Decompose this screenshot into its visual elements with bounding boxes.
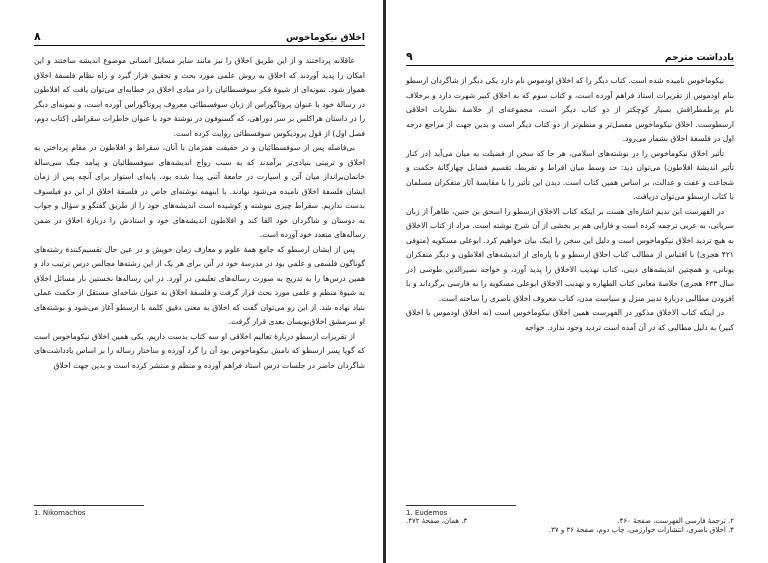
right-running-head xyxy=(406,50,734,66)
footnote-rule xyxy=(406,505,516,506)
paragraph: نیکوماخوس نامیده شده است. کتاب دیگر را که اخلاق اودموس نام دارد یکی دیگر از شاگردان ارسطو بنام اودموس از تقریرات استاد فراهم آورده است، و کتاب سوم که به اخلاق کبیر شهرت دارد و برخلاف نام پرطمطراقش بسیار کوچکتر از دو کتاب دیگر است، مجموعه‌ای از خلاصهٔ نظریات اخلاقی ارسطوست. اخلاق نیکوماخوس مفصل‌تر و منظم‌تر از دو کتاب دیگر است و بدین جهت از مراجع درجه اول در فلسفهٔ اخلاق بشمار می‌رود. xyxy=(406,76,734,143)
footnote: ۲. ترجمهٔ فارسی الفهرست، صفحهٔ ۴۶۰. xyxy=(617,517,734,525)
footnote: ۴. اخلاق ناصری، انتشارات خوارزمی، چاپ دوم، صفحهٔ ۳۶ و ۳۷. xyxy=(548,526,734,534)
right-body-text xyxy=(406,74,734,335)
footnote: 1. Eudemos xyxy=(406,509,448,517)
paragraph: عاقلانه پرداختند و از این طریق اخلاق را نیز مانند سایر مسایل انسانی موضوع اندیشه ساختند و این امکان را پدید آوردند که اخلاق به روش علمی مورد بحث و تحقیق قرار گیرد و راه نظام فلسفهٔ اخلاق هموار شود. نمونه‌ای از شیوهٔ فکر سوفسطائیان را در مبادی اخلاق در خطابه‌ای می‌توان یافت که افلاطون در رسالهٔ خود با عنوان پروتاگوراس از زبان سوفسطائی معروف پروتاگوراس آورده است، و نمونه‌ای دیگر را در داستان هراکلس بر سر دوراهی، که گسنوفون در نوشتهٔ خود با عنوان خاطرات سقراطی (کتاب دوم، فصل اول) از قول پرودیکوس سوفسطائی روایت کرده است. xyxy=(34,56,365,138)
left-running-head xyxy=(34,30,365,46)
paragraph: در اینکه کتاب الاخلاق مذکور در الفهرست همین اخلاق نیکوماخوس است (نه اخلاق اودموس یا اخلاق کبیر) به دلیل مطالبی که در آن آمده است تردید وجود ندارد. خواجه xyxy=(406,308,734,332)
paragraph: از تقریرات ارسطو دربارهٔ تعالیم اخلاقی او سه کتاب بدست داریم. یکی همین اخلاق نیکوماخوس است که گویا پسر ارسطو که نامش نیکوماخوس بود آن را گرد آورده و ساختار رساله را بر اساس یادداشت‌های شاگردان حاضر در جلسات درس استاد فراهم آورده و منظم و منتشر کرده است و بدین جهت اخلاق xyxy=(34,331,365,370)
left-footnotes xyxy=(34,505,365,517)
paragraph: پس از ایشان ارسطو که جامع همهٔ علوم و معارف زمان خویش و در عین حال تقسیم‌کنندهٔ رشته‌های گوناگون فلسفی و علمی بود در مدرسهٔ خود در آتن برای هر یک از این رشته‌ها مجالس درس ترتیب داد و همین درس‌ها را به تدریج به صورت رساله‌های تعلیمی در آورد. در این رساله‌ها نخستین بار مسائل اخلاق به شیوهٔ منظم و علمی مورد بحث قرار گرفت و فلسفهٔ اخلاق به عنوان شاخه‌ای مستقل از حکمت عملی بنیاد نهاده شد. از این رو می‌توان گفت که اخلاق به معنی دقیق کلمه با ارسطو آغاز می‌شود و نوشته‌های او سرمشق اخلاق‌نویسان بعدی قرار گرفت. xyxy=(34,244,365,326)
footnote: 1. Nikomachos xyxy=(34,509,86,517)
footnote-row xyxy=(406,517,734,525)
right-page-number: ۹ xyxy=(406,50,413,63)
left-body-text xyxy=(34,54,365,373)
paragraph: بی‌فاصله پس از سوفسطائیان و در حقیقت همزمان با آنان، سقراط و افلاطون در مقام پرداختن به اخلاق و تربیتی بنیادی‌تر برآمدند که به سبب رواج اندیشه‌های سوفسطائیان و پیامد جنگ سی‌سالهٔ خانمان‌برانداز میان آتن و اسپارت در جامعهٔ آتنی پیدا شده بود، پایه‌ای استوار برای آنچه پس از زمان ایشان فلسفهٔ اخلاق نامیده می‌شود نهادند. با اینهمه نوشته‌ای خاص در فلسفهٔ اخلاق از این دو فیلسوف بدست نداریم. سقراط چیزی ننوشته و کوشیده است اندیشه‌های خود را از طریق گفتگو و سؤال و جواب به دوستان و شاگردان خود القا کند و افلاطون اندیشه‌های خود و استادش را دربارهٔ اخلاق در ضمن رساله‌های متعدد خود آورده است. xyxy=(34,143,365,239)
footnote: ۳. همان، صفحهٔ ۴۷۲. xyxy=(406,517,468,525)
left-page-number: ۸ xyxy=(34,30,41,43)
paragraph: تأثیر اخلاق نیکوماخوس را در نوشته‌های اسلامی، هر جا که سخن از فضیلت به میان می‌آید (در کنار تأثیر اندیشهٔ افلاطون) می‌توان دید: حد وسط میان افراط و تفریط، تقسیم فضایل چهارگانهٔ حکمت و شجاعت و عفت و عدالت، بر اساس همین کتاب است. دیدن این تأثیر را با مقایسهٔ آثار متفکران مسلمان با کتاب ارسطو می‌توان دریافت. xyxy=(406,148,734,201)
right-page xyxy=(386,0,768,563)
right-footnotes xyxy=(406,505,734,535)
right-running-title: یادداشت مترجم xyxy=(665,53,734,63)
left-running-title: اخلاق نیکوماخوس xyxy=(285,33,365,43)
paragraph: در الفهرست ابن ندیم اشاره‌ای هست بر اینکه کتاب الاخلاق ارسطو را اسحق بن حنین، ظاهراً از زبان سریانی، به عربی ترجمه کرده است و فارابی هم بر بخشی از آن شرح نوشته است. مراد از کتاب الاخلاق به هیچ تردید اخلاق نیکوماخوس است و دلیل این سخن را اینک بیان خواهیم کرد. ابوعلی مسکویه (متوفی ۴۲۱ هجری) با اقتباس از مطالب کتاب اخلاق ارسطو و با پاره‌ای از اندیشه‌های افلاطون و دیگر متفکران یونانی، و همچنین اندیشه‌های دینی، کتاب تهذیب الاخلاق را پدید آورد، و خواجه نصیرالدین طوسی (در سال ۶۳۳ هجری) خلاصهٔ معانی کتاب الطهاره و تهذیب الاخلاق ابوعلی مسکویه را به فارسی برگرداند و با افزودن مطالبی دربارهٔ تدبیر منزل و سیاست مدن، کتاب معروف اخلاق ناصری را ساخته است. xyxy=(406,206,734,303)
left-page xyxy=(0,0,383,563)
footnote-rule xyxy=(34,505,144,506)
